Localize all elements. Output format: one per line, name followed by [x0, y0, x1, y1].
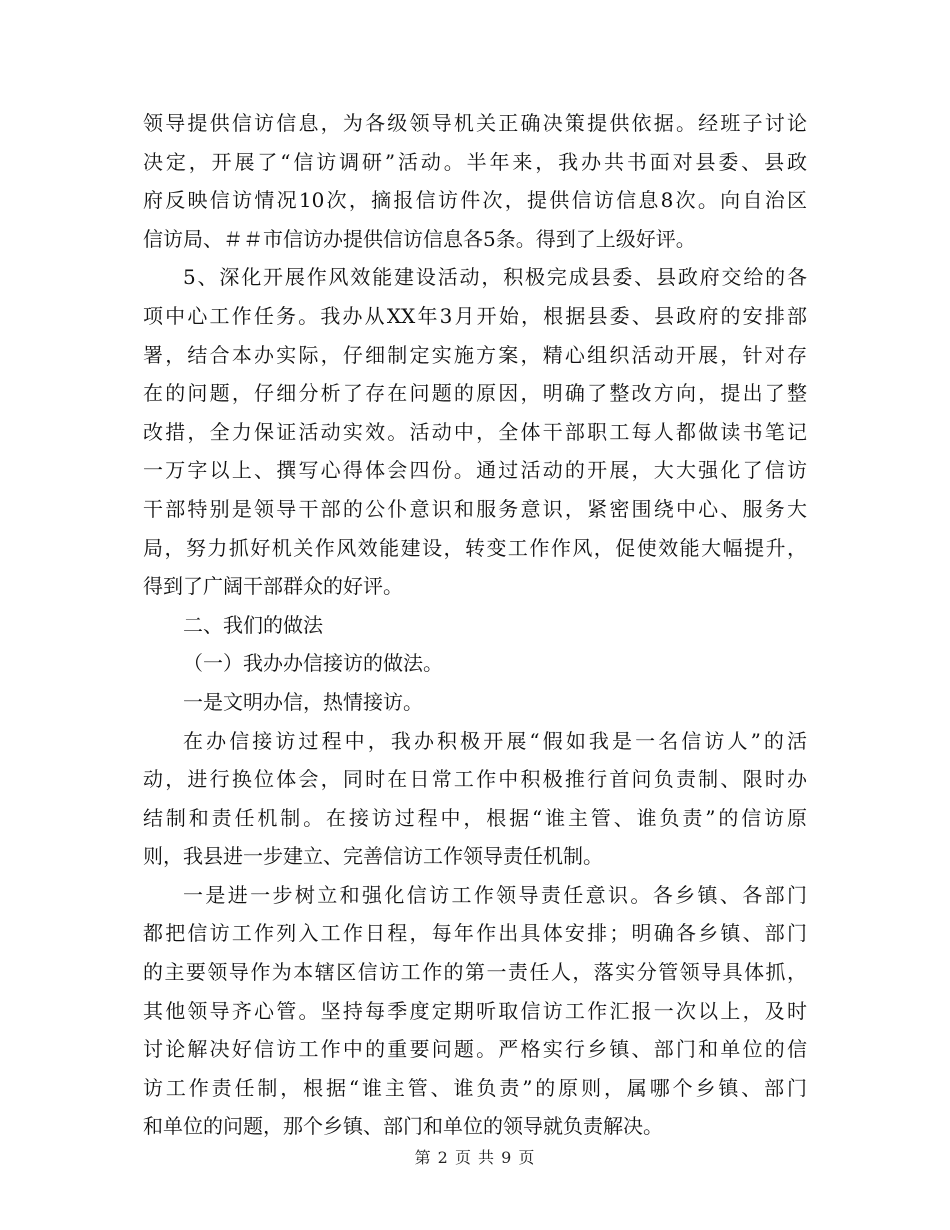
text-line: 领导提供信访信息，为各级领导机关正确决策提供依据。经班子讨论	[143, 111, 807, 135]
text-line: 在办信接访过程中，我办积极开展“假如我是一名信访人”的活	[183, 728, 807, 753]
text-line: 一是文明办信，热情接访。	[183, 689, 423, 714]
text-line: 得到了广阔干部群众的好评。	[143, 574, 403, 599]
text-line: 干部特别是领导干部的公仆意识和服务意识，紧密围绕中心、服务大	[143, 496, 807, 521]
page-number-footer: 第 2 页 共 9 页	[414, 1148, 536, 1167]
text-line: 在的问题，仔细分析了存在问题的原因，明确了整改方向，提出了整	[143, 381, 807, 406]
text-line: 5、深化开展作风效能建设活动，积极完成县委、县政府交给的各	[183, 265, 807, 290]
text-line: 结制和责任机制。在接访过程中，根据“谁主管、谁负责”的信访原	[143, 805, 807, 830]
text-line: 则，我县进一步建立、完善信访工作领导责任机制。	[143, 844, 603, 869]
text-line: 动，进行换位体会，同时在日常工作中积极推行首问负责制、限时办	[143, 767, 807, 792]
text-line: 项中心工作任务。我办从XX年3月开始，根据县委、县政府的安排部	[143, 303, 807, 328]
text-line: 二、我们的做法	[183, 612, 323, 637]
text-line: 决定，开展了“信访调研”活动。半年来，我办共书面对县委、县政	[143, 149, 807, 174]
text-line: 访工作责任制，根据“谁主管、谁负责”的原则，属哪个乡镇、部门	[143, 1075, 807, 1100]
text-line: 一是进一步树立和强化信访工作领导责任意识。各乡镇、各部门	[183, 882, 807, 907]
document-body	[143, 104, 807, 1146]
text-line: 讨论解决好信访工作中的重要问题。严格实行乡镇、部门和单位的信	[143, 1037, 807, 1062]
text-line: 局，努力抓好机关作风效能建设，转变工作作风，促使效能大幅提升，	[143, 535, 807, 560]
text-line: 都把信访工作列入工作日程，每年作出具体安排；明确各乡镇、部门	[143, 921, 807, 946]
text-line: （一）我办办信接访的做法。	[183, 651, 443, 676]
text-line: 府反映信访情况10次，摘报信访件次，提供信访信息8次。向自治区	[143, 188, 807, 213]
text-line: 改措，全力保证活动实效。活动中，全体干部职工每人都做读书笔记	[143, 419, 807, 444]
text-line: 和单位的问题，那个乡镇、部门和单位的领导就负责解决。	[143, 1114, 663, 1139]
text-line: 的主要领导作为本辖区信访工作的第一责任人，落实分管领导具体抓，	[143, 960, 807, 985]
text-line: 一万字以上、撰写心得体会四份。通过活动的开展，大大强化了信访	[143, 458, 807, 483]
text-line: 信访局、＃＃市信访办提供信访信息各5条。得到了上级好评。	[143, 226, 696, 251]
text-line: 其他领导齐心管。坚持每季度定期听取信访工作汇报一次以上，及时	[143, 998, 807, 1023]
text-line: 署，结合本办实际，仔细制定实施方案，精心组织活动开展，针对存	[143, 342, 807, 367]
